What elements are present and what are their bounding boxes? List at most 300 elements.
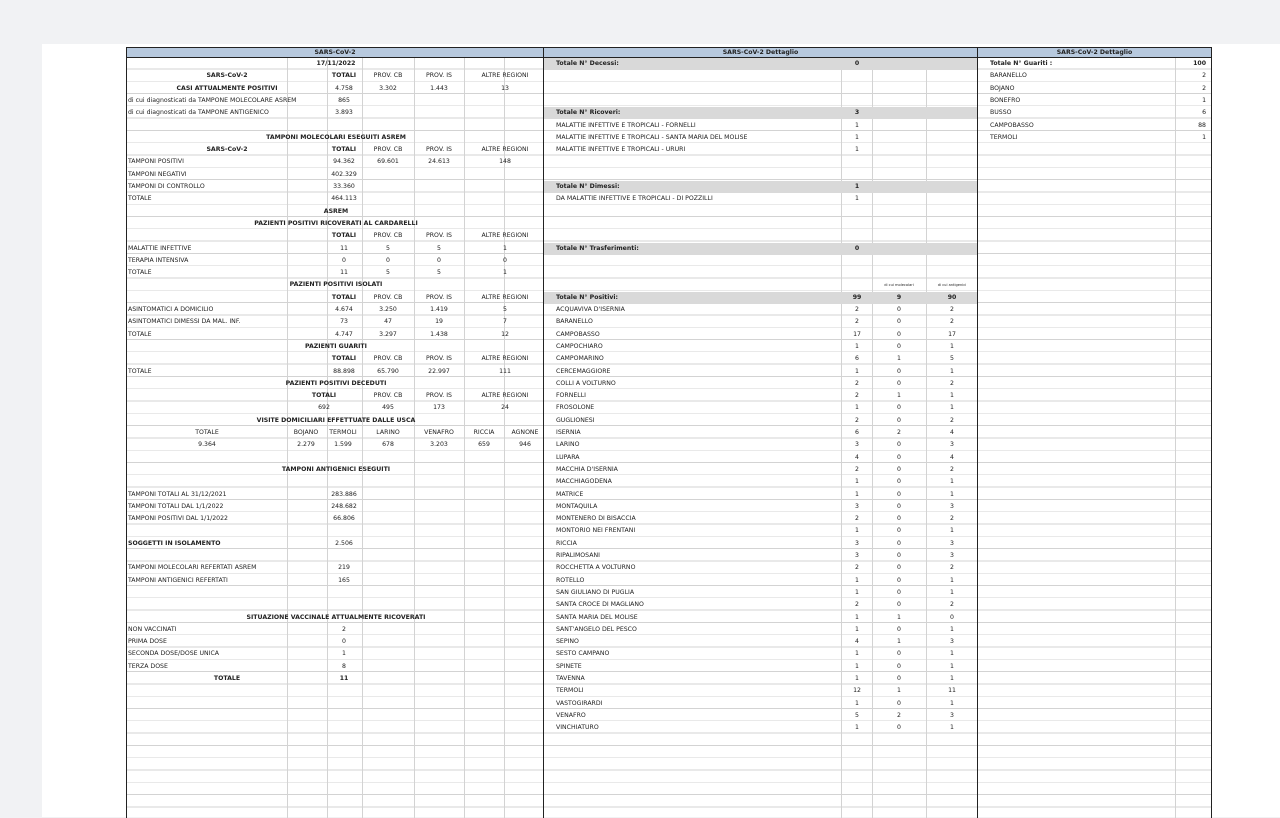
table-cell: TERMOLI: [329, 429, 357, 436]
table-cell: 19: [435, 318, 443, 326]
table-cell: 1: [950, 576, 954, 584]
table-cell: 2: [950, 379, 954, 387]
table-cell: 0: [897, 318, 901, 326]
table-cell: 2: [950, 601, 954, 609]
table-row: [127, 513, 543, 525]
table-cell: 90: [947, 293, 957, 301]
table-row: [544, 279, 977, 291]
table-cell: 65.790: [377, 367, 399, 375]
table-row: [127, 144, 543, 156]
table-cell: 946: [519, 441, 531, 449]
table-cell: Totale N° Ricoveri:: [556, 109, 621, 117]
table-cell: 0: [854, 244, 860, 252]
table-row: [127, 612, 543, 624]
municipality-row: [544, 439, 977, 451]
table-cell: 3: [855, 502, 859, 510]
table-cell: TAMPONI NEGATIVI: [128, 170, 187, 178]
table-cell: ALTRE REGIONI: [481, 232, 529, 240]
table-row: [127, 378, 543, 390]
table-cell: 6: [855, 355, 859, 363]
municipality-row: [544, 390, 977, 402]
table-row: [127, 292, 543, 304]
table-cell: PROV. CB: [373, 232, 403, 240]
table-row: [127, 169, 543, 181]
table-row: [127, 107, 543, 119]
table-cell: TAVENNA: [556, 675, 585, 682]
table-cell: 0: [897, 330, 901, 338]
table-cell: 13: [501, 84, 509, 92]
table-row: [127, 58, 543, 70]
table-cell: Totale N° Dimessi:: [556, 183, 620, 190]
municipality-row: [544, 648, 977, 660]
table-row: [127, 562, 543, 574]
table-cell: 0: [437, 256, 441, 264]
table-row: [127, 648, 543, 660]
table-cell: 1: [855, 121, 859, 129]
table-cell: MALATTIE INFETTIVE E TROPICALI - FORNELLI: [556, 121, 696, 129]
table-row: [127, 575, 543, 587]
table-cell: 0: [897, 306, 901, 313]
municipality-row: [544, 599, 977, 611]
table-cell: 0: [503, 256, 507, 264]
table-cell: 2: [855, 318, 859, 326]
table-cell: 3.203: [430, 441, 448, 449]
recovered-row: [978, 95, 1211, 107]
table-row: [127, 525, 543, 537]
table-cell: 1: [950, 625, 954, 633]
table-row: [544, 156, 977, 168]
table-cell: 0: [897, 650, 901, 658]
table-row: [544, 181, 977, 193]
table-cell: TOTALE: [128, 269, 152, 277]
table-cell: 11: [340, 244, 348, 252]
table-row: [127, 390, 543, 402]
table-cell: 1: [855, 625, 859, 633]
table-cell: VASTOGIRARDI: [556, 699, 603, 707]
table-cell: 4: [950, 453, 954, 461]
table-cell: 0: [897, 539, 901, 547]
table-cell: 219: [338, 564, 350, 572]
table-cell: 173: [433, 404, 445, 412]
recovered-table-header: SARS-CoV-2 Dettaglio: [978, 48, 1211, 58]
table-cell: TOTALE: [128, 195, 152, 203]
table-cell: 2: [950, 318, 954, 326]
table-cell: 3.302: [379, 84, 397, 92]
table-cell: 3: [855, 539, 859, 547]
table-cell: 4.758: [335, 84, 353, 92]
table-cell: 5: [855, 711, 859, 719]
table-cell: PROV. CB: [373, 355, 403, 363]
table-cell: 0: [897, 675, 901, 682]
table-row: [127, 218, 543, 230]
table-cell: 865: [338, 96, 350, 104]
recovered-row: [978, 70, 1211, 82]
table-cell: 0: [897, 502, 901, 510]
table-cell: 69.601: [377, 158, 399, 166]
table-row: [127, 587, 543, 599]
table-cell: 1: [897, 687, 901, 695]
table-cell: 4: [855, 638, 859, 646]
municipality-row: [544, 685, 977, 697]
table-cell: Totale N° Positivi:: [556, 293, 618, 301]
municipality-row: [544, 316, 977, 328]
table-cell: TAMPONI MOLECOLARI REFERTATI ASREM: [128, 564, 257, 572]
municipality-row: [544, 710, 977, 722]
table-cell: 3: [950, 539, 954, 547]
table-cell: 1: [897, 392, 901, 400]
table-cell: 2: [1202, 72, 1206, 80]
table-cell: ROTELLO: [556, 576, 585, 584]
table-row: [127, 550, 543, 562]
table-cell: 0: [854, 60, 860, 67]
table-cell: 5: [437, 269, 441, 277]
table-cell: 8: [342, 662, 346, 670]
municipality-row: [544, 329, 977, 341]
table-row: [544, 70, 977, 82]
table-cell: 0: [386, 256, 390, 264]
table-cell: 1: [950, 662, 954, 670]
table-row: [544, 267, 977, 279]
table-cell: 1: [855, 527, 859, 535]
table-cell: di cui diagnosticati da TAMPONE ANTIGENICO: [128, 109, 269, 117]
table-cell: 659: [478, 441, 490, 449]
table-cell: ALTRE REGIONI: [481, 392, 529, 400]
table-cell: 1: [855, 133, 859, 141]
municipality-row: [544, 427, 977, 439]
table-row: [127, 538, 543, 550]
table-cell: 1: [855, 576, 859, 584]
table-cell: 12: [501, 330, 509, 338]
table-row: [544, 58, 977, 70]
table-cell: 0: [897, 564, 901, 572]
table-row: [127, 255, 543, 267]
table-cell: 3: [950, 552, 954, 559]
table-cell: 3: [950, 638, 954, 646]
table-row: [127, 464, 543, 476]
table-cell: RICCIA: [556, 539, 577, 547]
table-cell: TOTALI: [331, 355, 357, 363]
table-cell: 0: [897, 527, 901, 535]
table-row: [127, 329, 543, 341]
table-cell: BOJANO: [293, 429, 319, 436]
table-cell: PROV. IS: [426, 293, 452, 301]
table-cell: 0: [342, 256, 346, 264]
table-cell: VENAFRO: [556, 711, 586, 719]
municipality-row: [544, 341, 977, 353]
table-cell: ASINTOMATICI DIMESSI DA MAL. INF.: [128, 318, 241, 326]
municipality-row: [544, 698, 977, 710]
table-cell: 0: [897, 662, 901, 670]
municipality-row: [544, 489, 977, 501]
recovered-table: [977, 47, 1212, 818]
recovered-row: [978, 58, 1211, 70]
table-cell: 3: [950, 502, 954, 510]
table-cell: 0: [897, 699, 901, 707]
table-cell: 5: [386, 269, 390, 277]
table-cell: 0: [897, 465, 901, 473]
table-cell: DA MALATTIE INFETTIVE E TROPICALI - DI POZZILLI: [556, 195, 713, 203]
table-cell: 0: [897, 416, 901, 424]
table-row: [127, 181, 543, 193]
table-cell: 4: [855, 453, 859, 461]
table-cell: 1: [897, 638, 901, 646]
table-cell: 402.329: [331, 170, 357, 178]
table-cell: 1: [855, 490, 859, 498]
table-cell: 9: [896, 293, 902, 301]
table-cell: 0: [897, 588, 901, 596]
table-cell: 1.599: [334, 441, 352, 449]
table-row: [127, 476, 543, 488]
table-cell: 2: [855, 515, 859, 523]
table-cell: 1: [855, 675, 859, 682]
municipality-row: [544, 415, 977, 427]
table-cell: 24.613: [428, 158, 450, 166]
table-cell: di cui molecolari: [884, 283, 914, 288]
table-cell: LUPARA: [556, 453, 580, 461]
table-cell: MACCHIA D'ISERNIA: [556, 465, 618, 473]
table-cell: 4.747: [335, 330, 353, 338]
table-cell: ALTRE REGIONI: [481, 293, 529, 301]
table-row: [127, 243, 543, 255]
municipality-row: [544, 402, 977, 414]
table-cell: SPINETE: [556, 662, 582, 670]
table-cell: PROV. IS: [426, 355, 452, 363]
municipality-row: [544, 353, 977, 365]
table-cell: TAMPONI MOLECOLARI ESEGUITI ASREM: [266, 133, 406, 141]
table-cell: 0: [897, 490, 901, 498]
table-cell: di cui diagnosticati da TAMPONE MOLECOLARE ASREM: [128, 96, 297, 104]
table-row: [127, 193, 543, 205]
table-cell: BUSSO: [990, 109, 1012, 117]
table-cell: PAZIENTI POSITIVI RICOVERATI AL CARDARELLI: [254, 219, 418, 227]
table-cell: ALTRE REGIONI: [481, 72, 529, 80]
table-cell: 73: [340, 318, 348, 326]
table-cell: TERAPIA INTENSIVA: [128, 256, 189, 264]
municipality-row: [544, 304, 977, 316]
table-cell: LARINO: [556, 441, 580, 449]
table-cell: 1: [855, 699, 859, 707]
table-row: [127, 120, 543, 132]
table-cell: TOTALE: [195, 429, 219, 436]
table-row: [127, 366, 543, 378]
summary-table-header: SARS-CoV-2: [127, 48, 543, 58]
table-cell: 1: [950, 490, 954, 498]
table-cell: PROV. CB: [373, 293, 403, 301]
table-cell: 692: [318, 404, 330, 412]
table-cell: 1: [503, 269, 507, 277]
table-cell: 248.682: [331, 502, 357, 510]
table-cell: ASREM: [323, 207, 349, 215]
table-cell: 0: [950, 613, 954, 621]
table-cell: TERMOLI: [990, 133, 1018, 141]
table-cell: COLLI A VOLTURNO: [556, 379, 616, 387]
table-cell: 2: [855, 416, 859, 424]
table-cell: 1: [950, 392, 954, 400]
table-row: [127, 452, 543, 464]
table-cell: SESTO CAMPANO: [556, 650, 610, 658]
table-cell: 47: [384, 318, 392, 326]
table-cell: 111: [499, 367, 511, 375]
table-cell: 2: [950, 564, 954, 572]
detail-table: [543, 47, 978, 818]
table-cell: MACCHIAGODENA: [556, 478, 612, 486]
municipality-row: [544, 366, 977, 378]
table-cell: 5: [950, 355, 954, 363]
table-cell: 1: [503, 244, 507, 252]
table-cell: TERZA DOSE: [128, 662, 168, 670]
table-cell: 1: [855, 404, 859, 412]
table-cell: 0: [897, 342, 901, 350]
table-cell: 1.443: [430, 84, 448, 92]
table-cell: 3: [854, 109, 860, 117]
table-cell: 2: [1202, 84, 1206, 92]
table-cell: TOTALI: [331, 232, 357, 240]
table-cell: Totale N° Decessi:: [556, 60, 619, 67]
table-row: [127, 316, 543, 328]
table-cell: 1: [1202, 133, 1206, 141]
table-row: [127, 304, 543, 316]
table-cell: TOTALE: [128, 330, 152, 338]
table-cell: 1: [897, 355, 901, 363]
table-cell: ROCCHETTA A VOLTURNO: [556, 564, 636, 572]
table-cell: 3.893: [335, 109, 353, 117]
municipality-row: [544, 612, 977, 624]
table-cell: 3.250: [379, 306, 397, 313]
table-cell: PROV. CB: [373, 392, 403, 400]
table-cell: 2: [897, 429, 901, 436]
table-cell: SARS-CoV-2: [206, 146, 248, 154]
table-cell: 0: [897, 625, 901, 633]
table-cell: MONTAQUILA: [556, 502, 598, 510]
table-cell: CASI ATTUALMENTE POSITIVI: [176, 84, 278, 92]
table-cell: 1.419: [430, 306, 448, 313]
municipality-row: [544, 673, 977, 685]
table-row: [127, 501, 543, 513]
table-cell: MALATTIE INFETTIVE: [128, 244, 192, 252]
table-cell: AGNONE: [511, 429, 539, 436]
table-cell: 3.297: [379, 330, 397, 338]
table-cell: 2: [855, 379, 859, 387]
table-cell: di cui antigenici: [937, 283, 967, 288]
table-cell: 0: [897, 478, 901, 486]
table-cell: PAZIENTI POSITIVI ISOLATI: [289, 281, 383, 289]
recovered-row: [978, 120, 1211, 132]
table-cell: 17: [853, 330, 861, 338]
table-row: [127, 661, 543, 673]
table-cell: 1: [854, 183, 860, 190]
table-cell: 100: [1193, 60, 1206, 67]
table-cell: TAMPONI DI CONTROLLO: [128, 183, 205, 190]
table-row: [544, 230, 977, 242]
table-row: [127, 206, 543, 218]
table-cell: 2: [855, 601, 859, 609]
table-cell: PAZIENTI GUARITI: [305, 342, 367, 350]
table-cell: 11: [340, 269, 348, 277]
table-cell: 2.506: [335, 539, 353, 547]
table-cell: 2: [950, 416, 954, 424]
table-row: [544, 193, 977, 205]
table-row: [127, 267, 543, 279]
table-row: [544, 243, 977, 255]
table-cell: PROV. IS: [426, 392, 452, 400]
table-cell: RIPALIMOSANI: [556, 552, 600, 559]
table-cell: Totale N° Guariti :: [990, 60, 1053, 67]
table-cell: 1.438: [430, 330, 448, 338]
table-row: [127, 279, 543, 291]
table-cell: 495: [382, 404, 394, 412]
municipality-row: [544, 661, 977, 673]
table-row: [127, 427, 543, 439]
table-cell: 1: [950, 478, 954, 486]
municipality-row: [544, 562, 977, 574]
municipality-row: [544, 452, 977, 464]
table-cell: BONEFRO: [990, 96, 1021, 104]
municipality-row: [544, 378, 977, 390]
table-cell: FORNELLI: [556, 392, 586, 400]
table-cell: 66.806: [333, 515, 355, 523]
table-cell: 1: [855, 724, 859, 732]
table-cell: TOTALI: [331, 293, 357, 301]
table-cell: 2: [950, 306, 954, 313]
table-row: [544, 169, 977, 181]
table-cell: 0: [897, 404, 901, 412]
table-cell: MALATTIE INFETTIVE E TROPICALI - URURI: [556, 146, 686, 154]
table-cell: SITUAZIONE VACCINALE ATTUALMENTE RICOVERATI: [246, 613, 426, 621]
detail-table-header: SARS-CoV-2 Dettaglio: [544, 48, 977, 58]
table-cell: 165: [338, 576, 350, 584]
table-cell: MONTENERO DI BISACCIA: [556, 515, 636, 523]
table-cell: PROV. CB: [373, 72, 403, 80]
table-row: [127, 70, 543, 82]
table-cell: 1: [950, 367, 954, 375]
municipality-row: [544, 538, 977, 550]
table-row: [544, 95, 977, 107]
table-cell: 17: [948, 330, 956, 338]
table-cell: 5: [503, 306, 507, 313]
table-cell: 4: [950, 429, 954, 436]
municipality-row: [544, 624, 977, 636]
table-cell: 2: [855, 392, 859, 400]
table-cell: 1: [950, 650, 954, 658]
table-cell: 24: [501, 404, 509, 412]
table-cell: 5: [437, 244, 441, 252]
top-bar: [0, 0, 1280, 44]
municipality-row: [544, 550, 977, 562]
table-cell: 88: [1198, 121, 1206, 129]
table-cell: 1: [855, 478, 859, 486]
table-cell: 0: [897, 552, 901, 559]
table-cell: TOTALI: [331, 72, 357, 80]
table-cell: 4.674: [335, 306, 353, 313]
table-cell: 1: [950, 699, 954, 707]
table-cell: SANTA MARIA DEL MOLISE: [556, 613, 638, 621]
table-cell: TAMPONI POSITIVI: [128, 158, 184, 166]
table-cell: 88.898: [333, 367, 355, 375]
table-cell: SAN GIULIANO DI PUGLIA: [556, 588, 635, 596]
municipality-row: [544, 722, 977, 734]
table-row: [127, 83, 543, 95]
table-cell: 2.279: [297, 441, 315, 449]
table-cell: CAMPOMARINO: [556, 355, 604, 363]
table-cell: TOTALE: [213, 675, 241, 682]
municipality-row: [544, 525, 977, 537]
table-cell: 2: [342, 625, 346, 633]
table-row: [127, 353, 543, 365]
table-cell: 2: [855, 306, 859, 313]
table-cell: 9.364: [198, 441, 216, 449]
table-cell: 1: [855, 367, 859, 375]
table-cell: RICCIA: [473, 429, 495, 436]
